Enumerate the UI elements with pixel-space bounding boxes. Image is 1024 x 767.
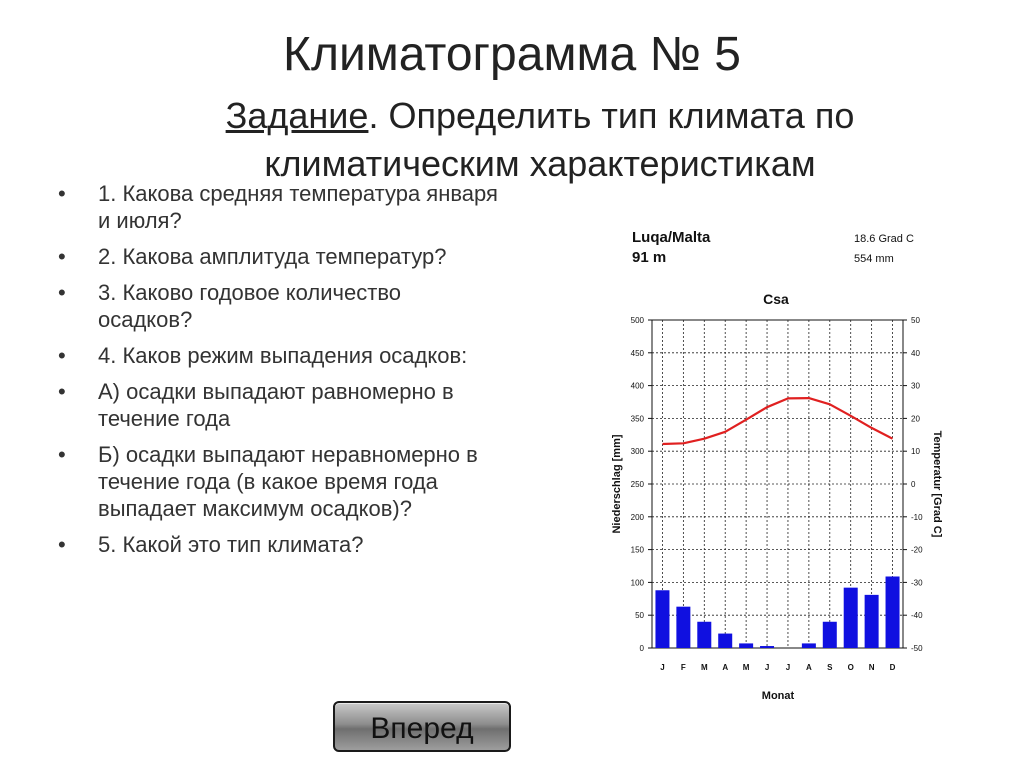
month-label: M	[742, 663, 750, 672]
right-tick-label: -40	[911, 611, 923, 621]
task-heading	[150, 92, 930, 188]
bullet-dot: •	[58, 181, 66, 206]
left-tick-label: 500	[630, 316, 644, 325]
right-tick-label: -20	[911, 545, 923, 555]
task-label: Задание	[225, 95, 369, 136]
precipitation-bar	[655, 590, 669, 648]
precipitation-bar	[865, 595, 879, 648]
left-tick-label: 150	[630, 545, 644, 555]
question-text: 4. Каков режим выпадения осадков:	[98, 343, 468, 368]
month-label: O	[847, 663, 854, 672]
question-text: А) осадки выпадают равномерно в течение года	[98, 379, 454, 431]
question-item	[58, 243, 498, 270]
left-tick-label: 200	[630, 512, 644, 522]
month-label: N	[868, 663, 875, 672]
task-text: . Определить тип климата по климатическим характеристикам	[264, 95, 855, 184]
bullet-dot: •	[58, 343, 66, 368]
right-tick-label: -30	[911, 578, 923, 588]
right-axis-label: Temperatur [Grad C]	[931, 430, 943, 538]
left-tick-label: 450	[630, 348, 644, 358]
month-label: J	[785, 663, 791, 672]
precipitation-bar	[718, 634, 732, 648]
left-tick-label: 350	[630, 414, 644, 424]
question-item	[58, 378, 498, 432]
left-tick-label: 300	[630, 447, 644, 457]
station-name: Luqa/Malta	[632, 229, 711, 246]
precipitation-bars	[655, 576, 899, 648]
month-label: A	[722, 663, 729, 672]
right-tick-label: -50	[911, 644, 923, 653]
question-text: Б) осадки выпадают неравномерно в течение года (в какое время года выпадает максимум осадков)?	[98, 442, 478, 521]
precipitation-bar	[844, 588, 858, 648]
question-item	[58, 342, 498, 369]
month-label: M	[700, 663, 708, 672]
question-text: 3. Каково годовое количество осадков?	[98, 280, 401, 332]
left-tick-label: 50	[635, 611, 644, 621]
precipitation-bar	[823, 622, 837, 648]
next-button[interactable]: Вперед	[333, 701, 511, 752]
precipitation-bar	[886, 576, 900, 648]
temperature-series-line	[663, 398, 893, 444]
x-axis-label: Monat	[761, 690, 795, 702]
right-axis-ticks	[911, 316, 923, 653]
bullet-dot: •	[58, 280, 66, 305]
question-item	[58, 279, 498, 333]
question-text: 1. Какова средняя температура января и июля?	[98, 181, 498, 233]
question-item	[58, 441, 498, 522]
question-text: 2. Какова амплитуда температур?	[98, 244, 447, 269]
annual-precipitation: 554 mm	[854, 253, 894, 265]
question-list	[58, 180, 498, 567]
left-tick-label: 250	[630, 480, 644, 489]
precipitation-bar	[676, 607, 690, 648]
month-label: J	[660, 663, 665, 672]
month-axis-ticks	[660, 663, 895, 672]
right-tick-label: 30	[911, 381, 920, 391]
station-elevation: 91 m	[632, 249, 667, 266]
month-label: J	[764, 663, 770, 672]
temperature-line	[663, 398, 893, 444]
right-tick-label: 40	[911, 348, 920, 358]
month-label: S	[827, 663, 833, 672]
left-axis-label: Niederschlag [mm]	[611, 434, 623, 534]
right-tick-label: 20	[911, 414, 920, 424]
question-item	[58, 180, 498, 234]
bullet-dot: •	[58, 379, 66, 404]
precipitation-bar	[739, 643, 753, 648]
month-label: F	[680, 663, 686, 672]
question-text: 5. Какой это тип климата?	[98, 532, 364, 557]
left-axis-ticks	[631, 316, 645, 653]
climate-chart	[596, 220, 956, 710]
precipitation-bar	[697, 622, 711, 648]
left-tick-label: 100	[630, 578, 644, 588]
chart-title: Csa	[763, 291, 789, 307]
slide-title: Климатограмма № 5	[282, 28, 741, 81]
right-tick-label: 0	[911, 480, 916, 489]
right-tick-label: -10	[911, 512, 923, 522]
month-label: A	[805, 663, 812, 672]
bullet-dot: •	[58, 442, 66, 467]
question-item	[58, 531, 498, 558]
precipitation-bar	[760, 646, 774, 648]
bullet-dot: •	[58, 532, 66, 557]
left-tick-label: 400	[630, 381, 644, 391]
right-tick-label: 50	[911, 316, 920, 325]
right-tick-label: 10	[911, 447, 920, 457]
precipitation-bar	[802, 643, 816, 648]
bullet-dot: •	[58, 244, 66, 269]
left-tick-label: 0	[639, 644, 644, 653]
month-label: D	[889, 663, 896, 672]
annual-temperature: 18.6 Grad C	[854, 233, 914, 245]
